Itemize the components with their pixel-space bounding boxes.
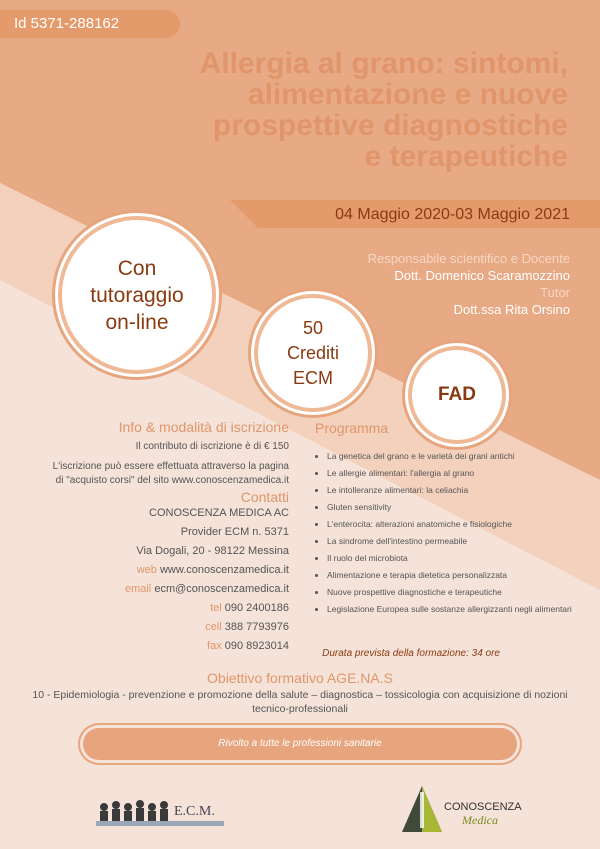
contact-value: www.conoscenzamedica.it (159, 564, 289, 576)
program-item: • Alimentazione e terapia dietetica personalizzata (327, 569, 575, 582)
program-list (315, 450, 575, 616)
info-fee: Il contributo di iscrizione è di € 150 (135, 441, 289, 452)
course-dates: 04 Maggio 2020-03 Maggio 2021 (335, 206, 570, 223)
conoscenza-medica-logo (400, 782, 540, 838)
tutor-label: Tutor (540, 285, 570, 300)
contact-key: fax (207, 640, 222, 652)
info-line: di "acquisto corsi" del sito www.conoscenzamedica.it (55, 475, 289, 486)
program-heading: Programma (315, 420, 389, 436)
info-heading: Info & modalità di iscrizione (118, 419, 289, 435)
program-item: • Il ruolo del microbiota (327, 552, 575, 565)
circle-text: on-line (105, 310, 169, 334)
contact-key: tel (210, 602, 222, 614)
logo-text-top: CONOSCENZA (444, 801, 522, 813)
circle-text: 50 (302, 317, 323, 338)
objective-heading: Obiettivo formativo AGE.NA.S (207, 670, 393, 686)
id-badge: Id 5371-288162 (0, 10, 180, 38)
contact-key: cell (205, 621, 222, 633)
contact-provider: Provider ECM n. 5371 (180, 526, 289, 538)
contacts-block (9, 490, 289, 656)
circle-text: Con (117, 256, 157, 280)
contact-fax (9, 637, 289, 656)
contact-email[interactable] (9, 580, 289, 599)
staff-block (368, 250, 570, 318)
title-line: Allergia al grano: sintomi, (199, 47, 568, 80)
contact-value: ecm@conoscenzamedica.it (154, 583, 289, 595)
title-line: prospettive diagnostiche (212, 109, 568, 142)
circle-text: FAD (438, 384, 476, 405)
info-line: L'iscrizione può essere effettuata attraverso la pagina (52, 461, 289, 472)
contact-value: 090 8923014 (224, 640, 289, 652)
logo-text-bottom: Medica (462, 813, 498, 827)
program-item: • La genetica del grano e le varietà dei grani antichi (327, 450, 575, 463)
ecm-logo-text: E.C.M. (174, 804, 215, 819)
credits-circle (258, 298, 368, 408)
title-line: alimentazione e nuove (247, 78, 568, 111)
tutoring-circle (62, 220, 212, 370)
program-item: • Nuove prospettive diagnostiche e terapeutiche (327, 586, 575, 599)
contact-cell (9, 618, 289, 637)
audience-banner: Rivolto a tutte le professioni sanitarie (83, 728, 517, 760)
contact-key: web (136, 564, 157, 576)
program-item: • Gluten sensitivity (327, 501, 575, 514)
course-title (48, 48, 568, 172)
circle-text: tutoraggio (90, 283, 184, 307)
contacts-heading: Contatti (240, 489, 289, 505)
tutor-name: Dott.ssa Rita Orsino (453, 302, 570, 317)
objective-text: 10 - Epidemiologia - prevenzione e promozione della salute – diagnostica – tossicologia con acquisizione di nozioni tecnico-professionali (32, 689, 568, 715)
ecm-logo (96, 795, 224, 829)
contact-address: Via Dogali, 20 - 98122 Messina (136, 545, 289, 557)
circle-text: Crediti (286, 342, 339, 363)
resp-name: Dott. Domenico Scaramozzino (394, 268, 570, 283)
people-figures-icon (100, 800, 168, 821)
program-item: • La sindrome dell'intestino permeabile (327, 535, 575, 548)
program-item: • Legislazione Europea sulle sostanze allergizzanti negli alimentari (327, 603, 575, 616)
contact-key: email (124, 583, 152, 595)
contact-value: 090 2400186 (224, 602, 289, 614)
program-item: • L'enterocita: alterazioni anatomiche e fisiologiche (327, 518, 575, 531)
contact-org: CONOSCENZA MEDICA AC (149, 507, 289, 519)
contact-value: 388 7793976 (224, 621, 289, 633)
info-block (9, 420, 289, 488)
circle-text: ECM (292, 367, 333, 388)
program-item: • Le intolleranze alimentari: la celiachia (327, 484, 575, 497)
resp-label: Responsabile scientifico e Docente (367, 251, 570, 266)
program-block (315, 420, 575, 620)
contact-web[interactable] (9, 561, 289, 580)
course-duration: Durata prevista della formazione: 34 ore (322, 648, 500, 659)
program-item: • Le allergie alimentari: l'allergia al grano (327, 467, 575, 480)
title-line: e terapeutiche (364, 140, 568, 173)
contact-tel (9, 599, 289, 618)
